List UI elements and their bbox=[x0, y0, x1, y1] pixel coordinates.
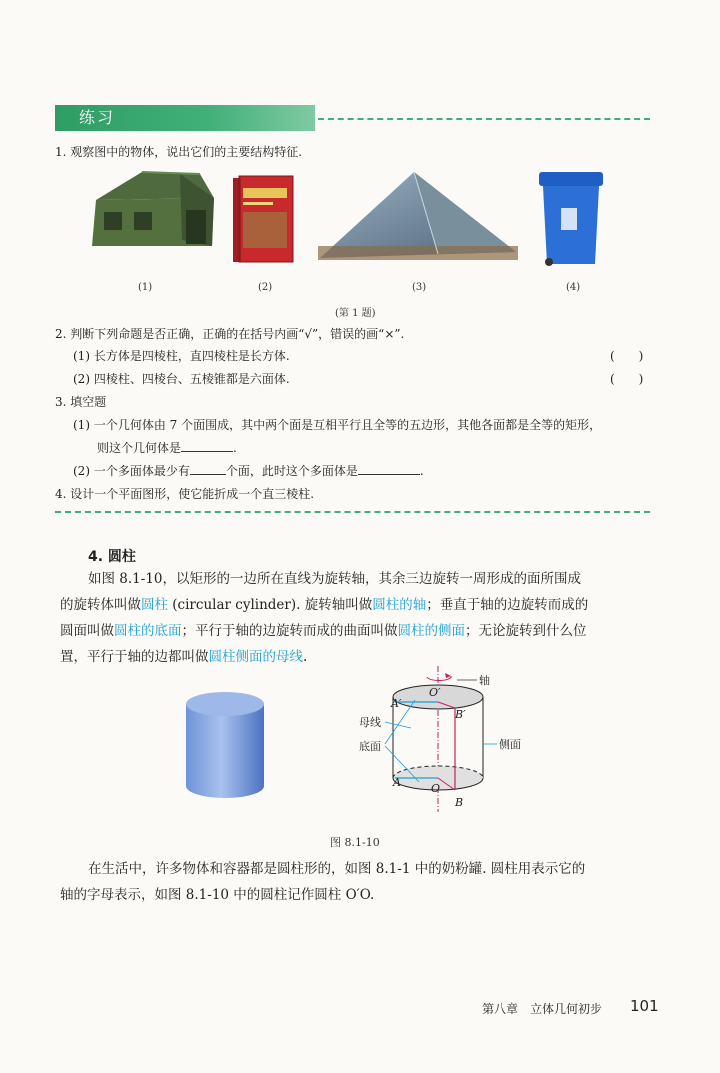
point-b-prime: B′ bbox=[455, 708, 466, 721]
period-3-2: . bbox=[419, 464, 424, 478]
para-1-line-4 bbox=[60, 644, 307, 670]
footer-dashed-rule bbox=[55, 511, 650, 513]
figure-caption-q1: (第 1 题) bbox=[335, 308, 376, 319]
bottom-back-arc bbox=[393, 766, 483, 778]
text: 圆面叫做 bbox=[60, 623, 114, 639]
base-label: 底面 bbox=[359, 740, 381, 753]
header-dashed-rule bbox=[318, 118, 650, 120]
blank-3-2-b[interactable] bbox=[358, 462, 420, 475]
text: . bbox=[303, 649, 308, 665]
term-generatrix: 圆柱侧面的母线 bbox=[208, 649, 303, 665]
question-3-1-line-2 bbox=[97, 439, 237, 457]
question-1: 1. 观察图中的物体，说出它们的主要结构特征. bbox=[55, 145, 303, 159]
para-2-line-2: 轴的字母表示，如图 8.1-10 中的圆柱记作圆柱 O′O. bbox=[60, 887, 375, 903]
text: ；无论旋转到什么位 bbox=[465, 623, 587, 639]
figure-label-1: (1) bbox=[138, 282, 153, 293]
answer-paren-2[interactable]: ( ) bbox=[610, 372, 644, 386]
trash-bin-photo bbox=[537, 168, 607, 268]
figure-label-3: (3) bbox=[412, 282, 427, 293]
side-label: 侧面 bbox=[499, 738, 521, 751]
question-3-1-line-1: (1) 一个几何体由 7 个面围成，其中两个面是互相平行且全等的五边形，其他各面都是全等的矩形， bbox=[73, 418, 602, 432]
pyramid-photo bbox=[318, 170, 518, 260]
para-2-line-1: 在生活中，许多物体和容器都是圆柱形的，如图 8.1-1 中的奶粉罐. 圆柱用表示它的 bbox=[88, 861, 586, 877]
rotation-arrowhead bbox=[445, 673, 451, 678]
text: 的旋转体叫做 bbox=[60, 597, 141, 613]
page-number: 101 bbox=[630, 997, 659, 1015]
question-2-item-1: (1) 长方体是四棱柱，直四棱柱是长方体. bbox=[73, 349, 290, 363]
period-3-1: . bbox=[233, 441, 237, 455]
text: (circular cylinder). 旋转轴叫做 bbox=[168, 597, 373, 613]
figure-caption: 图 8.1-10 bbox=[330, 836, 380, 849]
question-2: 2. 判断下列命题是否正确，正确的在括号内画“√”，错误的画“×”. bbox=[55, 327, 405, 341]
chapter-footer: 第八章 立体几何初步 bbox=[482, 1002, 603, 1016]
book-photo bbox=[233, 172, 295, 264]
text: ；垂直于轴的边旋转而成的 bbox=[426, 597, 589, 613]
question-3: 3. 填空题 bbox=[55, 395, 107, 409]
question-3-1-text: 则这个几何体是 bbox=[97, 441, 182, 455]
cylinder-diagram bbox=[355, 664, 530, 814]
question-3-2 bbox=[73, 462, 424, 480]
term-axis: 圆柱的轴 bbox=[372, 597, 427, 613]
solid-cylinder-image bbox=[182, 690, 268, 802]
question-3-2-text-a: (2) 一个多面体最少有 bbox=[73, 464, 190, 478]
generatrix-label: 母线 bbox=[359, 716, 381, 729]
term-cylinder: 圆柱 bbox=[141, 597, 168, 613]
para-1-line-3 bbox=[60, 618, 587, 644]
point-b: B bbox=[455, 796, 464, 809]
para-1-line-2 bbox=[60, 592, 588, 618]
point-a: A bbox=[393, 776, 401, 789]
figure-label-2: (2) bbox=[258, 282, 273, 293]
axis-label: 轴 bbox=[479, 674, 490, 687]
text: ；平行于轴的边旋转而成的曲面叫做 bbox=[181, 623, 398, 639]
tent-photo bbox=[82, 168, 218, 250]
point-a-prime: A′ bbox=[391, 697, 402, 710]
term-base: 圆柱的底面 bbox=[114, 623, 182, 639]
answer-paren-1[interactable]: ( ) bbox=[610, 349, 644, 363]
exercise-heading: 练习 bbox=[55, 105, 315, 131]
question-3-2-text-b: 个面，此时这个多面体是 bbox=[225, 464, 358, 478]
point-o: O bbox=[431, 782, 441, 795]
blank-3-1[interactable] bbox=[181, 439, 233, 452]
question-2-item-2: (2) 四棱柱、四棱台、五棱锥都是六面体. bbox=[73, 372, 290, 386]
para-1-line-1: 如图 8.1-10，以矩形的一边所在直线为旋转轴，其余三边旋转一周形成的面所围成 bbox=[88, 571, 581, 587]
question-4: 4. 设计一个平面图形，使它能折成一个直三棱柱. bbox=[55, 487, 315, 501]
term-side: 圆柱的侧面 bbox=[397, 623, 465, 639]
section-title: 4. 圆柱 bbox=[88, 549, 136, 565]
blank-3-2-a[interactable] bbox=[190, 462, 226, 475]
figure-label-4: (4) bbox=[566, 282, 581, 293]
text: 置，平行于轴的边都叫做 bbox=[60, 649, 209, 665]
point-o-prime: O′ bbox=[429, 686, 441, 699]
